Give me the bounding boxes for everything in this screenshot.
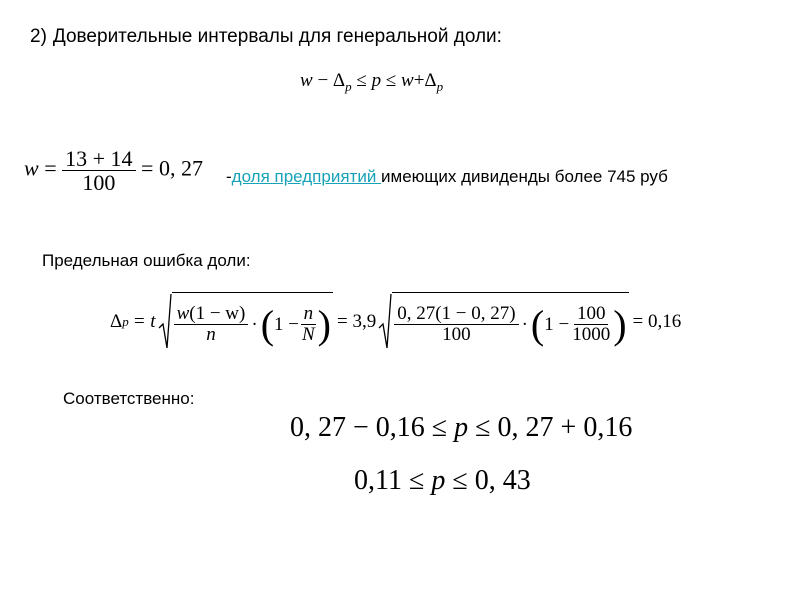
section-title: Доверительные интервалы для генеральной доли: — [52, 26, 502, 47]
error-den-1000: 1000 — [572, 324, 611, 345]
ineq1-left: 0, 27 − 0,16 ≤ — [290, 412, 455, 443]
formula-plus: + — [413, 70, 425, 91]
formula-minus: − — [317, 70, 329, 91]
formula-sub-p-2: p — [436, 78, 444, 94]
definition-rest: имеющих дивиденды более 745 руб — [381, 167, 668, 186]
error-dot-2: · — [521, 313, 528, 335]
formula-var-p: p — [371, 70, 382, 91]
formula-sub-p: p — [345, 78, 352, 94]
share-eq: = — [44, 155, 57, 181]
share-result: = 0, 27 — [141, 155, 203, 181]
error-den-100: 100 — [442, 324, 471, 345]
share-var-w: w — [24, 155, 39, 181]
marginal-error-formula — [110, 292, 681, 352]
error-frac-nN — [299, 304, 318, 345]
formula-delta: Δ — [332, 70, 346, 91]
share-denominator: 100 — [82, 170, 116, 196]
formula-leq: ≤ — [356, 70, 367, 91]
definition-dash: - — [226, 167, 232, 186]
error-n: n — [206, 324, 216, 345]
formula-var-w-2: w — [401, 70, 414, 91]
error-eq-39: = 3,9 — [337, 311, 377, 332]
ineq1-right: ≤ 0, 27 + 0,16 — [468, 412, 633, 443]
error-delta: Δ — [110, 311, 123, 332]
formula-leq-2: ≤ — [385, 70, 397, 91]
error-result: = 0,16 — [632, 311, 682, 332]
ineq2-right: ≤ 0, 43 — [445, 465, 531, 496]
radical-icon — [158, 292, 172, 352]
accordingly-label: Соответственно: — [63, 389, 195, 408]
section-heading — [30, 26, 502, 48]
inequality-2 — [340, 433, 531, 497]
error-N: N — [301, 324, 315, 345]
error-dot-1: · — [251, 313, 258, 335]
section-number: 2) — [30, 26, 47, 47]
marginal-error-heading: Предельная ошибка доли: — [42, 251, 251, 270]
error-rparen-1: ) — [317, 301, 331, 347]
error-rparen-2: ) — [613, 301, 627, 347]
error-frac-1 — [174, 304, 249, 345]
error-n-small: n — [301, 304, 317, 325]
radical-icon-2 — [378, 292, 392, 352]
sqrt-1 — [158, 292, 333, 352]
error-num-100: 100 — [574, 304, 609, 325]
ineq1-p: p — [454, 412, 469, 443]
ineq2-left: 0,11 ≤ — [354, 465, 432, 496]
error-lparen-1: ( — [260, 301, 275, 347]
share-fraction — [62, 147, 135, 194]
share-formula — [24, 147, 203, 194]
error-one-minus-1: 1 − — [274, 313, 299, 335]
share-definition — [226, 167, 668, 187]
sqrt-2 — [378, 292, 628, 352]
formula-var-w: w — [300, 70, 313, 91]
error-frac-3 — [569, 304, 613, 345]
share-numerator: 13 + 14 — [62, 147, 135, 171]
definition-link[interactable]: доля предприятий — [231, 167, 382, 186]
error-lparen-2: ( — [530, 301, 545, 347]
formula-delta-2: Δ — [424, 70, 437, 91]
error-sub-p: p — [122, 314, 129, 329]
error-frac-2 — [394, 304, 518, 345]
error-one-minus-2: 1 − — [544, 313, 570, 335]
interval-formula — [300, 70, 443, 95]
error-eq-t: = t — [132, 311, 156, 332]
error-num-027: 0, 27(1 − 0, 27) — [394, 304, 518, 325]
ineq2-p: p — [431, 465, 446, 496]
error-w: w — [176, 303, 190, 325]
error-one-minus-w: (1 − w) — [189, 303, 246, 325]
